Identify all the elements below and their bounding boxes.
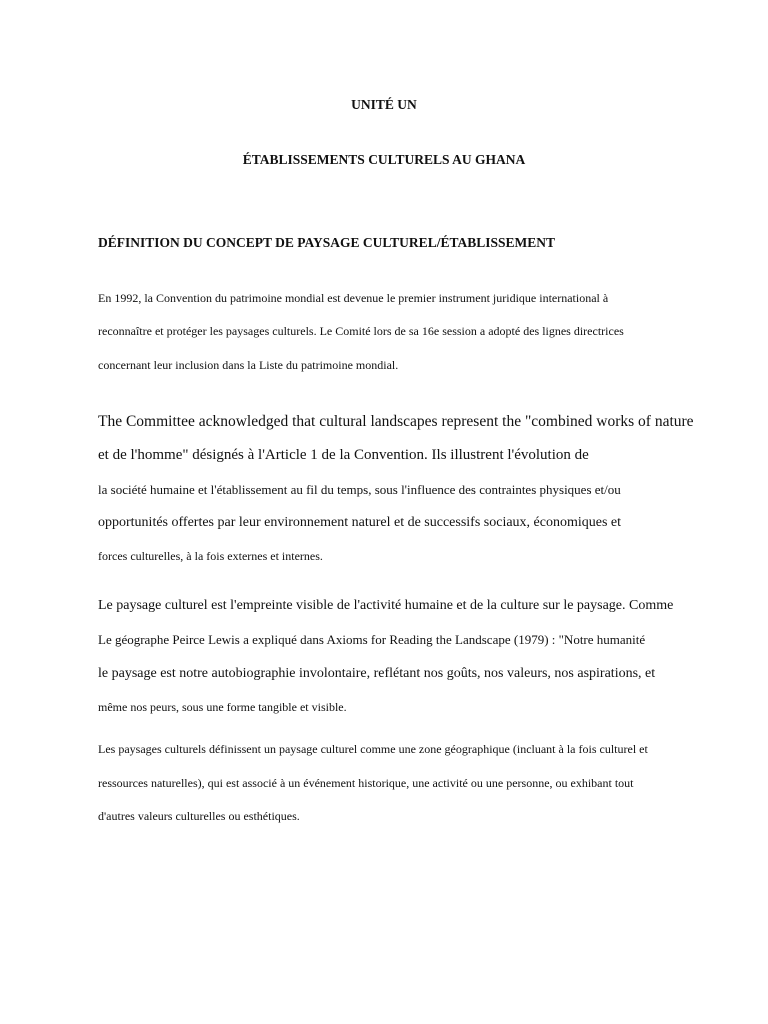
paragraph-line: et de l'homme" désignés à l'Article 1 de la Convention. Ils illustrent l'évolution de — [98, 447, 589, 463]
paragraph-line: ressources naturelles), qui est associé à un événement historique, une activité ou une personne, ou exhibant tout — [98, 776, 634, 790]
paragraph-line: forces culturelles, à la fois externes et internes. — [98, 549, 323, 563]
paragraph-line: The Committee acknowledged that cultural landscapes represent the "combined works of nature — [98, 413, 694, 430]
paragraph-line: reconnaître et protéger les paysages culturels. Le Comité lors de sa 16e session a adopté des lignes directrices — [98, 324, 624, 338]
paragraph-line: opportunités offertes par leur environnement naturel et de successifs sociaux, économiques et — [98, 515, 622, 530]
paragraph-line: même nos peurs, sous une forme tangible et visible. — [98, 700, 347, 714]
paragraph-line: d'autres valeurs culturelles ou esthétiques. — [98, 809, 300, 823]
paragraph-line: le paysage est notre autobiographie involontaire, reflétant nos goûts, nos valeurs, nos aspirations, et — [98, 666, 656, 681]
chapter-title: ÉTABLISSEMENTS CULTURELS AU GHANA — [242, 152, 526, 167]
paragraph-line: En 1992, la Convention du patrimoine mondial est devenue le premier instrument juridique international à — [98, 291, 609, 305]
unit-title: UNITÉ UN — [351, 97, 417, 112]
paragraph-line: Le géographe Peirce Lewis a expliqué dans Axioms for Reading the Landscape (1979) : "Notre humanité — [98, 632, 646, 647]
paragraph-line: la société humaine et l'établissement au fil du temps, sous l'influence des contraintes physiques et/ou — [98, 482, 621, 497]
paragraph-line: Les paysages culturels définissent un paysage culturel comme une zone géographique (incluant à la fois culturel et — [98, 742, 648, 756]
paragraph-line: Le paysage culturel est l'empreinte visible de l'activité humaine et de la culture sur le paysage. Comme — [98, 598, 674, 613]
section-heading: DÉFINITION DU CONCEPT DE PAYSAGE CULTUREL/ÉTABLISSEMENT — [98, 235, 555, 250]
paragraph-line: concernant leur inclusion dans la Liste du patrimoine mondial. — [98, 358, 399, 372]
